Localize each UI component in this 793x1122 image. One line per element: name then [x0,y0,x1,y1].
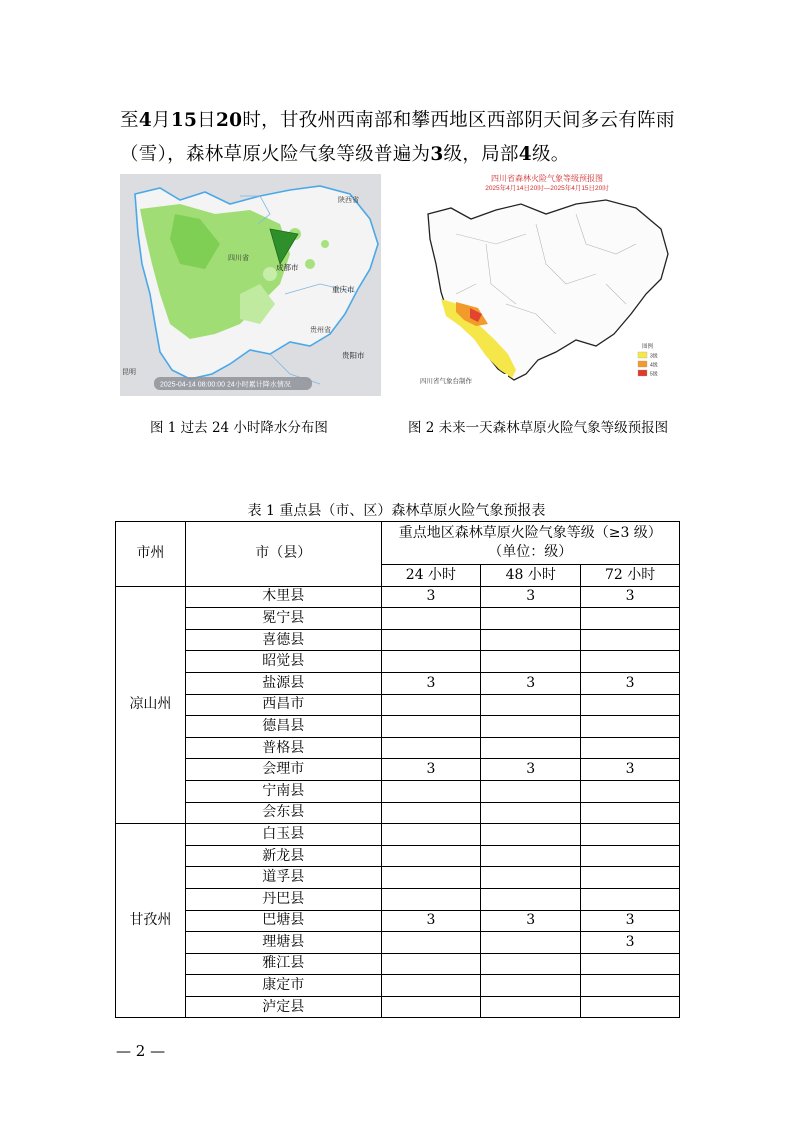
county-cell: 喜德县 [185,629,381,651]
svg-text:2025-04-14 08:00:00 24小时累计降水情况: 2025-04-14 08:00:00 24小时累计降水情况 [160,381,291,389]
svg-text:重庆市: 重庆市 [332,285,355,294]
svg-text:5级: 5级 [650,371,658,378]
table-row [116,651,680,673]
legend-swatch-5 [638,370,647,376]
precipitation-map [120,174,381,396]
value-cell-v24 [381,824,481,846]
county-cell: 泸定县 [185,996,381,1018]
value-cell-v72 [581,888,680,910]
county-cell: 盐源县 [185,672,381,694]
value-cell-v48 [481,888,581,910]
county-cell: 丹巴县 [185,888,381,910]
county-cell: 康定市 [185,975,381,997]
county-cell: 雅江县 [185,953,381,975]
value-cell-v48: 3 [481,910,581,932]
value-cell-v24 [381,694,481,716]
value-cell-v72 [581,780,680,802]
city-cell: 凉山州 [116,586,186,824]
value-cell-v24 [381,975,481,997]
table-row [116,867,680,889]
header-24h: 24 小时 [381,565,481,587]
svg-text:贵州省: 贵州省 [310,327,331,334]
table-row [116,759,680,781]
value-cell-v72: 3 [581,672,680,694]
table-row [116,694,680,716]
svg-text:四川省: 四川省 [228,255,249,262]
value-cell-v48 [481,780,581,802]
table-row [116,996,680,1018]
table-row [116,672,680,694]
table-row [116,802,680,824]
county-cell: 理塘县 [185,932,381,954]
value-cell-v72 [581,716,680,738]
value-cell-v72 [581,824,680,846]
value-cell-v72 [581,694,680,716]
county-cell: 巴塘县 [185,910,381,932]
precipitation-map-graphic [120,174,381,396]
value-cell-v24 [381,932,481,954]
value-cell-v48 [481,694,581,716]
table-row [116,586,680,608]
value-cell-v48 [481,629,581,651]
forecast-table [115,521,680,1018]
county-cell: 会东县 [185,802,381,824]
county-cell: 宁南县 [185,780,381,802]
value-cell-v48 [481,737,581,759]
value-cell-v24 [381,888,481,910]
table-row [116,888,680,910]
table-row [116,780,680,802]
svg-text:图例: 图例 [642,344,654,350]
svg-text:2025年4月14日20时—2025年4月15日20时: 2025年4月14日20时—2025年4月15日20时 [485,185,609,192]
value-cell-v24 [381,953,481,975]
value-cell-v72 [581,867,680,889]
value-cell-v72: 3 [581,932,680,954]
table-row [116,716,680,738]
value-cell-v72 [581,629,680,651]
table-row [116,953,680,975]
value-cell-v48 [481,975,581,997]
figure1-caption: 图 1 过去 24 小时降水分布图 [150,420,328,436]
county-cell: 冕宁县 [185,608,381,630]
value-cell-v48 [481,953,581,975]
value-cell-v24: 3 [381,910,481,932]
county-cell: 白玉县 [185,824,381,846]
figure2-caption: 图 2 未来一天森林草原火险气象等级预报图 [408,420,669,436]
value-cell-v24 [381,867,481,889]
header-city: 市州 [116,522,186,587]
value-cell-v24 [381,802,481,824]
county-cell: 普格县 [185,737,381,759]
value-cell-v72 [581,953,680,975]
county-cell: 昭觉县 [185,651,381,673]
header-72h: 72 小时 [581,565,680,587]
value-cell-v24 [381,651,481,673]
svg-text:成都市: 成都市 [276,263,299,272]
table-row [116,932,680,954]
value-cell-v24: 3 [381,672,481,694]
table-title: 表 1 重点县（市、区）森林草原火险气象预报表 [247,503,546,519]
legend-swatch-4 [638,361,647,367]
value-cell-v48 [481,932,581,954]
legend-swatch-3 [638,352,647,358]
page-number: — 2 — [116,1042,166,1060]
value-cell-v24 [381,716,481,738]
value-cell-v24 [381,845,481,867]
city-cell: 甘孜州 [116,824,186,1018]
value-cell-v72: 3 [581,759,680,781]
county-cell: 会理市 [185,759,381,781]
intro-paragraph: 至4月15日20时，甘孜州西南部和攀西地区西部阴天间多云有阵雨（雪），森林草原火险气象等级普遍为3级，局部4级。 [120,110,675,165]
county-cell: 西昌市 [185,694,381,716]
value-cell-v72 [581,996,680,1018]
value-cell-v48: 3 [481,759,581,781]
svg-text:4级: 4级 [650,362,658,369]
county-cell: 木里县 [185,586,381,608]
header-county: 市（县） [185,522,381,587]
fire-risk-map [416,174,679,396]
county-cell: 新龙县 [185,845,381,867]
value-cell-v48 [481,802,581,824]
header-48h: 48 小时 [481,565,581,587]
value-cell-v72: 3 [581,586,680,608]
value-cell-v24 [381,996,481,1018]
value-cell-v72 [581,608,680,630]
value-cell-v72 [581,651,680,673]
table-row [116,975,680,997]
value-cell-v72 [581,845,680,867]
svg-text:四川省森林火险气象等级预报图: 四川省森林火险气象等级预报图 [491,174,603,183]
value-cell-v48: 3 [481,586,581,608]
value-cell-v48: 3 [481,672,581,694]
svg-text:四川省气象台制作: 四川省气象台制作 [420,378,472,385]
value-cell-v48 [481,845,581,867]
table-row [116,824,680,846]
value-cell-v24 [381,737,481,759]
table-body [116,586,680,1018]
value-cell-v48 [481,996,581,1018]
svg-text:陕西省: 陕西省 [338,197,359,204]
svg-text:贵阳市: 贵阳市 [342,351,365,360]
table-row [116,629,680,651]
value-cell-v24 [381,608,481,630]
value-cell-v24 [381,780,481,802]
value-cell-v48 [481,716,581,738]
svg-text:昆明: 昆明 [122,369,136,376]
table-row [116,737,680,759]
value-cell-v72: 3 [581,910,680,932]
header-group: 重点地区森林草原火险气象等级（≥3 级） （单位：级） [381,522,679,565]
svg-text:3级: 3级 [650,353,658,360]
table-row [116,608,680,630]
value-cell-v48 [481,824,581,846]
county-cell: 德昌县 [185,716,381,738]
county-cell: 道孚县 [185,867,381,889]
table-row [116,910,680,932]
value-cell-v24: 3 [381,586,481,608]
table-row [116,845,680,867]
value-cell-v72 [581,737,680,759]
value-cell-v24: 3 [381,759,481,781]
value-cell-v24 [381,629,481,651]
fire-risk-map-graphic [416,174,679,396]
value-cell-v72 [581,975,680,997]
value-cell-v48 [481,608,581,630]
value-cell-v72 [581,802,680,824]
value-cell-v48 [481,651,581,673]
value-cell-v48 [481,867,581,889]
